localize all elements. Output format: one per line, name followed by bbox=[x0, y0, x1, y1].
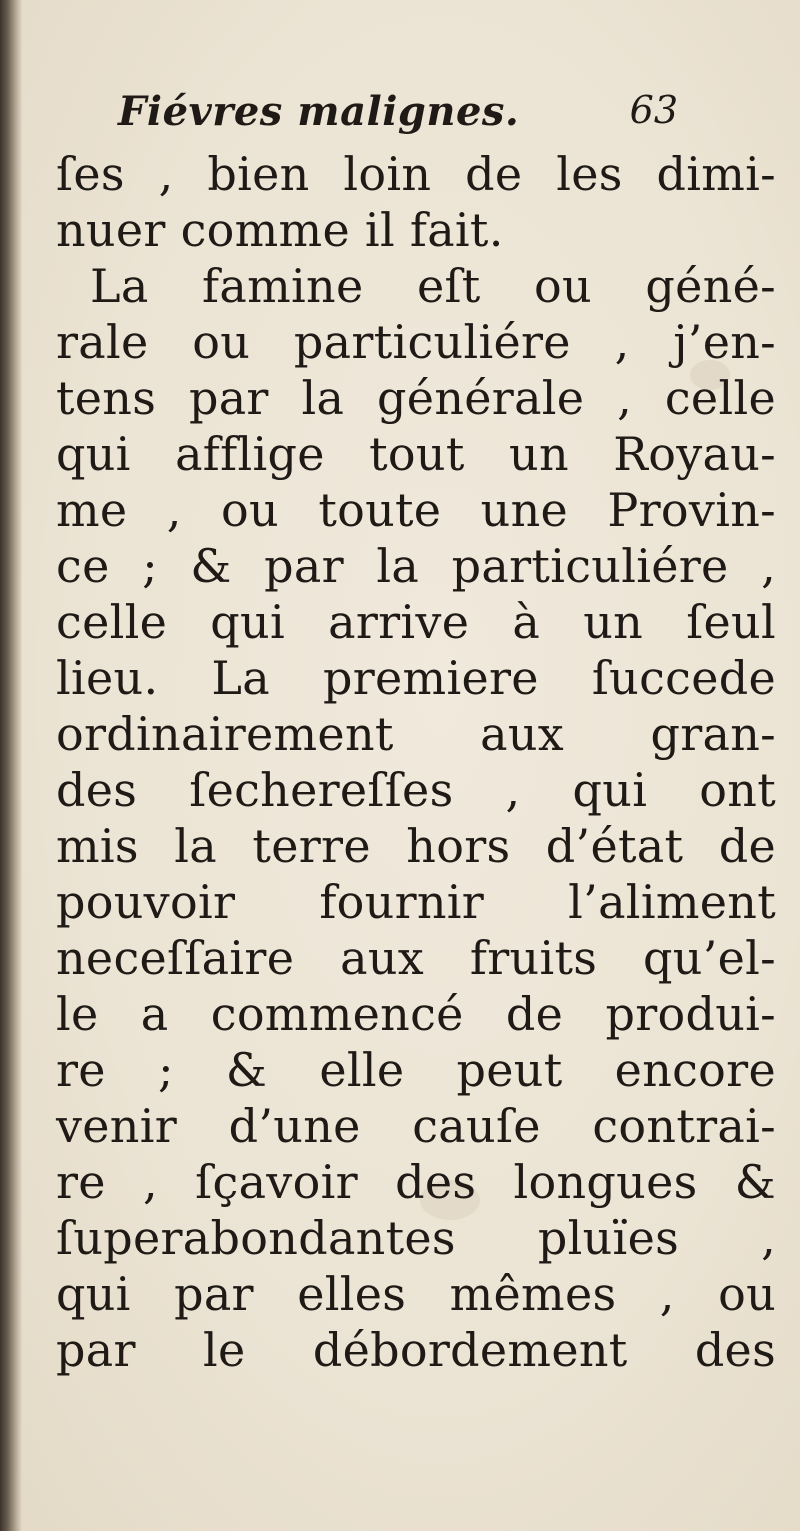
text-line: ſes , bien loin de les dimi- bbox=[56, 147, 776, 201]
text-line: ſuperabondantes pluïes , bbox=[56, 1211, 776, 1265]
text-line: re ; & elle peut encore bbox=[56, 1043, 776, 1097]
text-line: ce ; & par la particuliére , bbox=[56, 539, 776, 593]
text-line: celle qui arrive à un ſeul bbox=[56, 595, 776, 649]
text-line: par le débordement des bbox=[56, 1323, 776, 1377]
running-title: Fiévres malignes. bbox=[118, 88, 520, 135]
text-line: rale ou particuliére , j’en- bbox=[56, 315, 776, 369]
text-line: qui afflige tout un Royau- bbox=[56, 427, 776, 481]
text-line: ordinairement aux gran- bbox=[56, 707, 776, 761]
text-line: lieu. La premiere ſuccede bbox=[56, 651, 776, 705]
text-line: tens par la générale , celle bbox=[56, 371, 776, 425]
text-line: me , ou toute une Provin- bbox=[56, 483, 776, 537]
text-line: des ſechereſſes , qui ont bbox=[56, 763, 776, 817]
page-number: 63 bbox=[629, 88, 678, 132]
text-line: La famine eſt ou géné- bbox=[90, 259, 776, 313]
running-header bbox=[118, 88, 678, 148]
text-line: venir d’une cauſe contrai- bbox=[56, 1099, 776, 1153]
text-line: neceſſaire aux fruits qu’el- bbox=[56, 931, 776, 985]
text-line: qui par elles mêmes , ou bbox=[56, 1267, 776, 1321]
book-binding-edge bbox=[0, 0, 22, 1531]
text-line: re , ſçavoir des longues & bbox=[56, 1155, 776, 1209]
text-line: mis la terre hors d’état de bbox=[56, 819, 776, 873]
body-text bbox=[56, 146, 776, 1378]
text-line: le a commencé de produi- bbox=[56, 987, 776, 1041]
text-line: pouvoir fournir l’aliment bbox=[56, 875, 776, 929]
text-line: nuer comme il fait. bbox=[56, 203, 504, 257]
